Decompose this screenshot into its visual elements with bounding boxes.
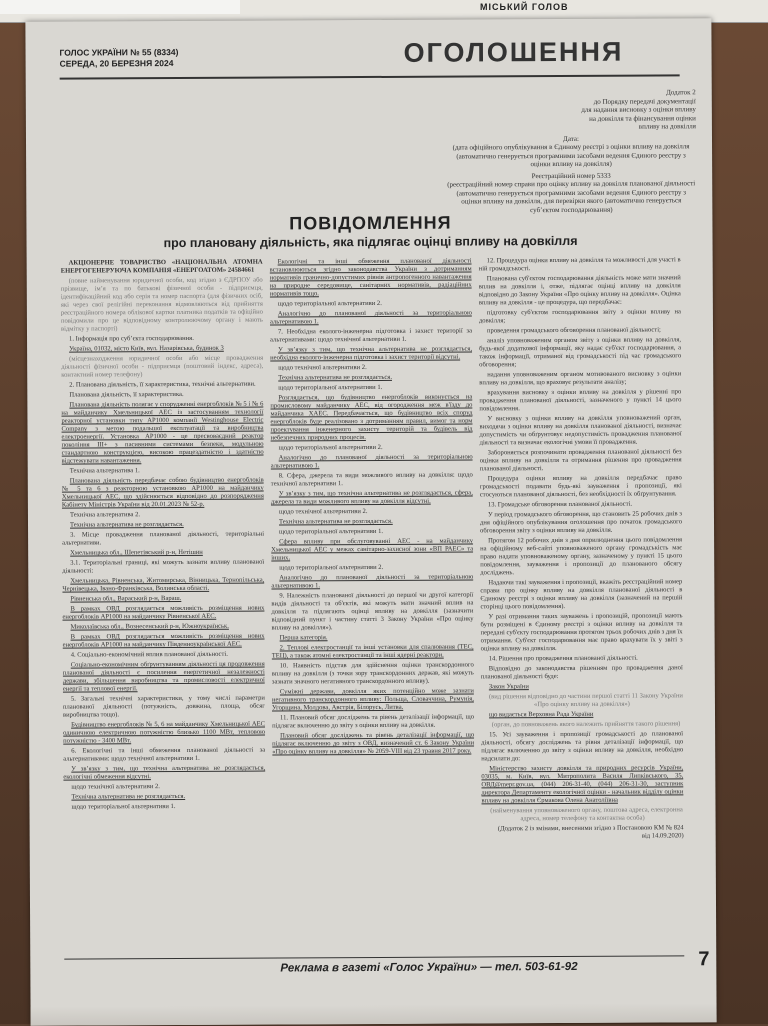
- paragraph: 14. Рішення про провадження планованої діяльності.: [488, 654, 638, 663]
- paragraph: щодо технічної альтернативи 2.: [278, 364, 367, 372]
- paragraph: 6. Екологічні та інші обмеження планованої діяльності за альтернативами: щодо технічної альтернативи 1.: [63, 746, 266, 763]
- paragraph: (повне найменування юридичної особи, код згідно з ЄДРПОУ або прізвище, ім’я та по батькові фізичної особи - підприємця, ідентифікаційний код або серія та номер паспорта (для фізичних осіб, які через свої релігійні переконання відмовляються від прийняття реєстраційного номера облікової картки платника податків та офіційно повідомили про це відповідному контролюючому органу і мають відмітку у паспорті): [60, 276, 263, 333]
- paragraph: щодо територіальної альтернативи 1.: [278, 383, 383, 392]
- paragraph: Аналогічно до планованої діяльності за територіальною альтернативою 1.: [269, 309, 472, 326]
- addendum-line-3: на довкілля та фінансування оцінки: [589, 113, 696, 123]
- paragraph: Забороняється розпочинати провадження планованої діяльності без оцінки впливу на довкілля та отримання рішення про провадження планованої діяльності.: [479, 448, 682, 473]
- paragraph: (вид рішення відповідно до частини першої статті 11 Закону України «Про оцінку впливу на довкілля»): [488, 692, 683, 709]
- paragraph: У зв’язку з тим, що технічна альтернатива не розглядається, необхідна еколого-інженерна підготовка і захист території відсутні.: [270, 345, 473, 362]
- paragraph: В рамках ОВД розглядається можливість розміщення нових енергоблоків АР1000 на майданчику Південноукраїнської АЕС.: [62, 632, 265, 649]
- paragraph: Технічна альтернатива не розглядається.: [278, 373, 392, 382]
- paragraph: 15. Усі зауваження і пропозиції громадськості до планованої діяльності, обсягу досліджень та рівня деталізації інформації, що підлягає включенню до звіту з оцінки впливу на довкілля, необхідно надсилати до:: [481, 730, 684, 763]
- paragraph: 7. Необхідна еколого-інженерна підготовка і захист території за альтернативами: щодо технічної альтернативи 1.: [270, 327, 473, 344]
- paragraph: 13. Громадське обговорення планованої діяльності.: [487, 500, 633, 509]
- paragraph: Планована суб'єктом господарювання діяльність може мати значний вплив на довкілля і, отже, підлягає оцінці впливу на довкілля відповідно до Закону України «Про оцінку впливу на довкілля». Оцінка впливу на довкілля - це процедура, що передбачає:: [478, 274, 681, 307]
- paragraph: У зв’язку з тим, що технічна альтернатива не розглядається, сфера, джерела та види можливого впливу на довкілля відсутні.: [270, 489, 473, 506]
- paragraph: підготовку суб'єктом господарювання звіту з оцінки впливу на довкілля;: [478, 308, 681, 325]
- addendum-block: [446, 88, 697, 214]
- paragraph: Хмельницька, Рівненська, Житомирська, Вінницька, Тернопільська, Чернівецька, Івано-Франківська, Волинська області.: [62, 576, 265, 593]
- date-line: СЕРЕДА, 20 БЕРЕЗНЯ 2024: [59, 58, 174, 69]
- top-sheet-strip: [0, 0, 240, 14]
- paragraph: (Додаток 2 із змінами, внесеними згідно з Постановою КМ № 824 від 14.09.2020): [497, 824, 684, 840]
- paragraph: АКЦІОНЕРНЕ ТОВАРИСТВО «НАЦІОНАЛЬНА АТОМНА ЕНЕРГОГЕНЕРУЮЧА КОМПАНІЯ «ЕНЕРГОАТОМ» 24584661: [60, 258, 263, 275]
- paragraph: (місцезнаходження юридичної особи або місце провадження діяльності фізичної особи - підприємця (поштовий індекс, адреса), контактний номер телефону): [61, 354, 264, 379]
- paragraph: Відповідно до законодавства рішенням про провадження даної планованої діяльності буде:: [480, 664, 683, 681]
- paragraph: Планована діяльність полягає у спорудженні енергоблоків № 5 і № 6 на майданчику Хмельницької АЕС із застосуванням технології реакторної установки типу АР1000 компанії Westinghouse Electric Company з метою подальшої експлуатації та виробництва електроенергії. Установка АР1000 - це пресвоваєдний реактор покоління ІІІ+ з пасивними системами безпеки, модульною стандартною конструкцією, високою працездатністю і здатністю відстежувати навантаження.: [61, 400, 264, 465]
- addendum-label: Додаток 2: [666, 88, 696, 97]
- text-column-1: [61, 259, 267, 960]
- paragraph: Перша категорія.: [279, 634, 328, 642]
- paragraph: (найменування уповноваженого органу, поштова адреса, електронна адреса, номер телефону та контактна особа): [490, 806, 683, 823]
- paragraph: надання уповноваженим органом мотивованого висновку з оцінки впливу на довкілля, що враховує результати аналізу;: [479, 370, 682, 387]
- paragraph: 3.1. Територіальні границі, які можуть зазнати впливу планованої діяльності:: [62, 558, 265, 575]
- paragraph: Планована діяльність, її характеристика.: [69, 390, 184, 399]
- paragraph: Соціально-економічним обґрунтуванням діяльності ця продовження планованої діяльності є посилення енергетичної незалежності держави, збільшення виробництва та промисловості електричної енергії та теплової енергії.: [62, 660, 265, 693]
- paragraph: У висновку з оцінки впливу на довкілля уповноважений орган, виходячи з оцінки впливу на довкілля планованої діяльності, визначає допустимість чи обґрунтовує недопустимість провадження планованої діяльності та визначає екологічні умови її провадження.: [479, 414, 682, 447]
- paragraph: Миколаївська обл., Вознесенський р-н, Южноукраїнськ.: [70, 622, 229, 631]
- paragraph: Україна, 01032, місто Київ, вул. Назарівська, будинок 3: [69, 344, 224, 353]
- paragraph: (орган, до повноважень якого належить прийняття такого рішення): [491, 720, 681, 729]
- notice-title: ПОВІДОМЛЕННЯ: [289, 212, 452, 234]
- paragraph: Планована діяльність передбачає собою будівництво енергоблоків № 5 та 6 з реакторною установкою АР1000 на майданчику Хмельницької АЕС, що здійснюється відповідно до розпорядження Кабінету Міністрів України від 20.01.2023 № 52-р.: [61, 476, 264, 509]
- addendum-line-2: для надання висновку з оцінки впливу: [581, 105, 696, 114]
- issue-line: ГОЛОС УКРАЇНИ № 55 (8334): [59, 47, 179, 58]
- footer-ad-line: Реклама в газеті «Голос України» — тел. 503-61-92: [280, 960, 578, 975]
- paragraph: В рамках ОВД розглядається можливість розміщення нових енергоблоків АР1000 на майданчику Рівненської АЕС.: [62, 604, 265, 621]
- notice-subtitle: про плановану діяльність, яка підлягає оцінці впливу на довкілля: [163, 233, 578, 251]
- text-column-2: [270, 257, 476, 958]
- paragraph: Хмельницька обл., Шепетівський р-н, Нетішин: [70, 548, 203, 557]
- paragraph: Технічна альтернатива не розглядається.: [69, 520, 184, 529]
- paragraph: 2. Теплові електростанції та інші установки для спалювання (ТЕС, ТЕЦ), а також атомні електростанції та інші ядерні реактори.: [271, 643, 474, 660]
- paragraph: Технічна альтернатива 1.: [69, 467, 140, 475]
- header-rule: [60, 74, 680, 79]
- paragraph: Технічна альтернатива не розглядається.: [71, 792, 186, 801]
- paragraph: 8. Сфера, джерела та види можливого впливу на довкілля: щодо технічної альтернативи 1.: [270, 471, 473, 488]
- paragraph: щодо територіальної альтернативи 2.: [279, 563, 384, 572]
- addendum-date-label: Дата:: [563, 134, 579, 143]
- paragraph: 1. Інформація про суб’єкта господарювання.: [69, 334, 194, 343]
- paragraph: щодо територіальної альтернативи 2.: [278, 443, 383, 452]
- paragraph: 2. Планована діяльність, її характеристика, технічні альтернативи.: [69, 380, 256, 389]
- paragraph: щодо територіальної альтернативи 2.: [277, 299, 382, 308]
- paragraph: 3. Місце провадження планованої діяльності, територіальні альтернативи.: [62, 530, 265, 547]
- paragraph: Плановий обсяг досліджень та рівень деталізації інформації, що підлягає включенню до звіту з ОВД, визначений ст. 6 Закону України «Про оцінку впливу на довкілля» № 2059-VIII від 23 травня 2017 року.: [272, 731, 475, 756]
- paragraph: Аналогічно до планованої діяльності за територіальною альтернативою 1.: [271, 573, 474, 590]
- page-bottom-margin: [31, 1003, 717, 1026]
- paragraph: Суміжні держави, довкілля яких потенційно може зазнати негативного транскордонного впливу: Польща, Словаччина, Румунія, Угорщина, Молдова, Австрія, Білорусь, Литва.: [271, 687, 474, 712]
- paragraph: аналіз уповноваженим органом звіту з оцінки впливу на довкілля, будь-якої додаткової інформації, яку надає суб'єкт господарювання, а також інформації, отриманої від громадськості під час громадського обговорення;: [479, 336, 682, 369]
- paragraph: Міністерство захисту довкілля та природних ресурсів України, 03035, м. Київ, вул. Митрополита Василя Липківського, 35, ОВД@mepr.gov.ua, (044) 206-31-40, (044) 206-31-30, заступник директора Департаменту екологічної оцінки - начальник відділу оцінки впливу на довкілля Єрмакова Олена Анатоліївна: [481, 764, 684, 805]
- page-number: 7: [698, 948, 710, 971]
- addendum-line-4: впливу на довкілля: [638, 122, 696, 131]
- paragraph: Протягом 12 робочих днів з дня оприлюднення цього повідомлення на офіційному веб-сайті уповноваженого органу громадськість має право надати уповноваженому органу, зазначеному у пункті 15 цього повідомлення, зауваження і пропозиції до планованого обсягу досліджень.: [480, 536, 683, 577]
- addendum-desc: (дата офіційного опублікування в Єдиному реєстрі з оцінки впливу на довкілля (автоматично генерується програмними засобами ведення Єдиного реєстру з оцінки впливу на довкілля): [452, 142, 690, 169]
- paragraph: щодо територіальної альтернативи 1.: [71, 803, 176, 811]
- paragraph: Технічна альтернатива не розглядається.: [278, 517, 393, 526]
- paragraph: 9. Належність планованої діяльності до першої чи другої категорії видів діяльності та об'єктів, які можуть мати значний вплив на довкілля та підлягають оцінці впливу на довкілля (зазначити відповідний пункт і частину статті 3 Закону України «Про оцінку впливу на довкілля»).: [271, 591, 474, 632]
- paragraph: щодо територіальної альтернативи 1.: [279, 527, 384, 536]
- section-title: ОГОЛОШЕННЯ: [403, 36, 624, 68]
- paragraph: Сфера впливу при обслуговуванні АЕС - на майданчику Хмельницької АЕС у межах санітарно-захисної зони «ВП РАЕС» та інших.: [271, 537, 474, 562]
- paragraph: проведення громадського обговорення планованої діяльності;: [486, 326, 661, 335]
- paragraph: Екологічні та інші обмеження планованої діяльності встановлюються згідно законодавства України з дотриманням нормативів гранично-допустимих рівнів антропогенного навантаження на природне середовище, санітарних нормативів, радіаційних нормативів тощо.: [269, 257, 472, 298]
- paragraph: Технічна альтернатива 2.: [69, 511, 141, 519]
- paragraph: що видається Верховна Рада України: [488, 710, 594, 719]
- paragraph: У разі отримання таких зауважень і пропозицій, пропозиції мають бути розміщені в Єдиному реєстрі з оцінки впливу на довкілля та передані суб'єкту господарювання протягом трьох робочих днів з дня їх отримання. Суб'єкт господарювання має право врахувати їх у звіті з оцінки впливу на довкілля.: [480, 612, 683, 653]
- text-column-3: [479, 256, 685, 957]
- paragraph: 11. Плановий обсяг досліджень та рівень деталізації інформації, що підлягає включенню до звіту з оцінки впливу на довкілля.: [272, 713, 475, 730]
- newspaper-header: [60, 47, 179, 70]
- paragraph: Будівництво енергоблоків № 5, 6 на майданчику Хмельницької АЕС одиничною електричною потужністю близько 1100 МВт, тепловою потужністю - 3400 МВт.: [63, 720, 266, 745]
- paragraph: Розглядається, що будівництво енергоблоків виконується на промисловому майданчику АЕС, від огородження меж в'їзду до майданчика ХАЕС. Передбачається, що будівництво всіх споруд енергоблоків буде реалізовано з дотриманням правил, вимог та норм проектування інженерного захисту територій та будівель від небезпечних природних процесів.: [270, 393, 473, 442]
- newspaper-page: [25, 18, 716, 1026]
- paragraph: Закон України: [488, 683, 529, 691]
- addendum-line-1: до Порядку передачі документації: [593, 96, 696, 106]
- paragraph: врахування висновку з оцінки впливу на довкілля у рішенні про провадження планованої діяльності, зазначеного у пункті 14 цього повідомлення.: [479, 388, 682, 413]
- paragraph: Процедура оцінки впливу на довкілля передбачає право громадськості подавати будь-які зауваження і пропозиції, які стосуються планованої діяльності, без необхідності їх обґрунтування.: [479, 474, 682, 499]
- paragraph: 12. Процедура оцінки впливу на довкілля та можливості для участі в ній громадськості.: [478, 256, 681, 273]
- paragraph: 10. Наявність підстав для здійснення оцінки транскордонного впливу на довкілля (з точки зору транскордонних держав, які можуть зазнати значного негативного транскордонного впливу).: [271, 661, 474, 686]
- addendum-reg-label: Реєстраційний номер 5333: [531, 171, 611, 180]
- paragraph: щодо технічної альтернативи 2.: [278, 508, 368, 516]
- paragraph: У зв’язку з тим, що технічна альтернатива не розглядається, екологічні обмеження відсутні.: [63, 764, 266, 781]
- paragraph: У період громадського обговорення, що становить 25 робочих днів з дня офіційного опублікування оголошення про початок громадського обговорення звіту з оцінки впливу на довкілля.: [479, 510, 683, 535]
- paragraph: 4. Соціально-економічний вплив планованої діяльності.: [70, 650, 228, 659]
- addendum-reg-desc: (реєстраційний номер справи про оцінку впливу на довкілля планованої діяльності (автоматично генерується програмними засобами ведення Єдиного реєстру з оцінки впливу на довкілля, для перевірки якого (автоматично генерується суб’єктом господарювання): [447, 179, 696, 214]
- paragraph: щодо технічної альтернативи 2.: [71, 783, 160, 791]
- paragraph: Надаючи такі зауваження і пропозиції, вкажіть реєстраційний номер справи про оцінку впливу на довкілля планованої діяльності в Єдиному реєстрі з оцінки впливу на довкілля (зазначений на першій сторінці цього повідомлення).: [480, 578, 683, 611]
- top-sheet-fragment: МІСЬКИЙ ГОЛОВ: [480, 2, 569, 12]
- paragraph: Рівненська обл., Вараський р-н, Вараш.: [70, 594, 182, 603]
- paragraph: Аналогічно до планованої діяльності за територіальною альтернативою 1.: [270, 453, 473, 470]
- paragraph: 5. Загальні технічні характеристики, у тому числі параметри планованої діяльності (потужність, довжина, площа, обсяг виробництва тощо).: [62, 694, 265, 719]
